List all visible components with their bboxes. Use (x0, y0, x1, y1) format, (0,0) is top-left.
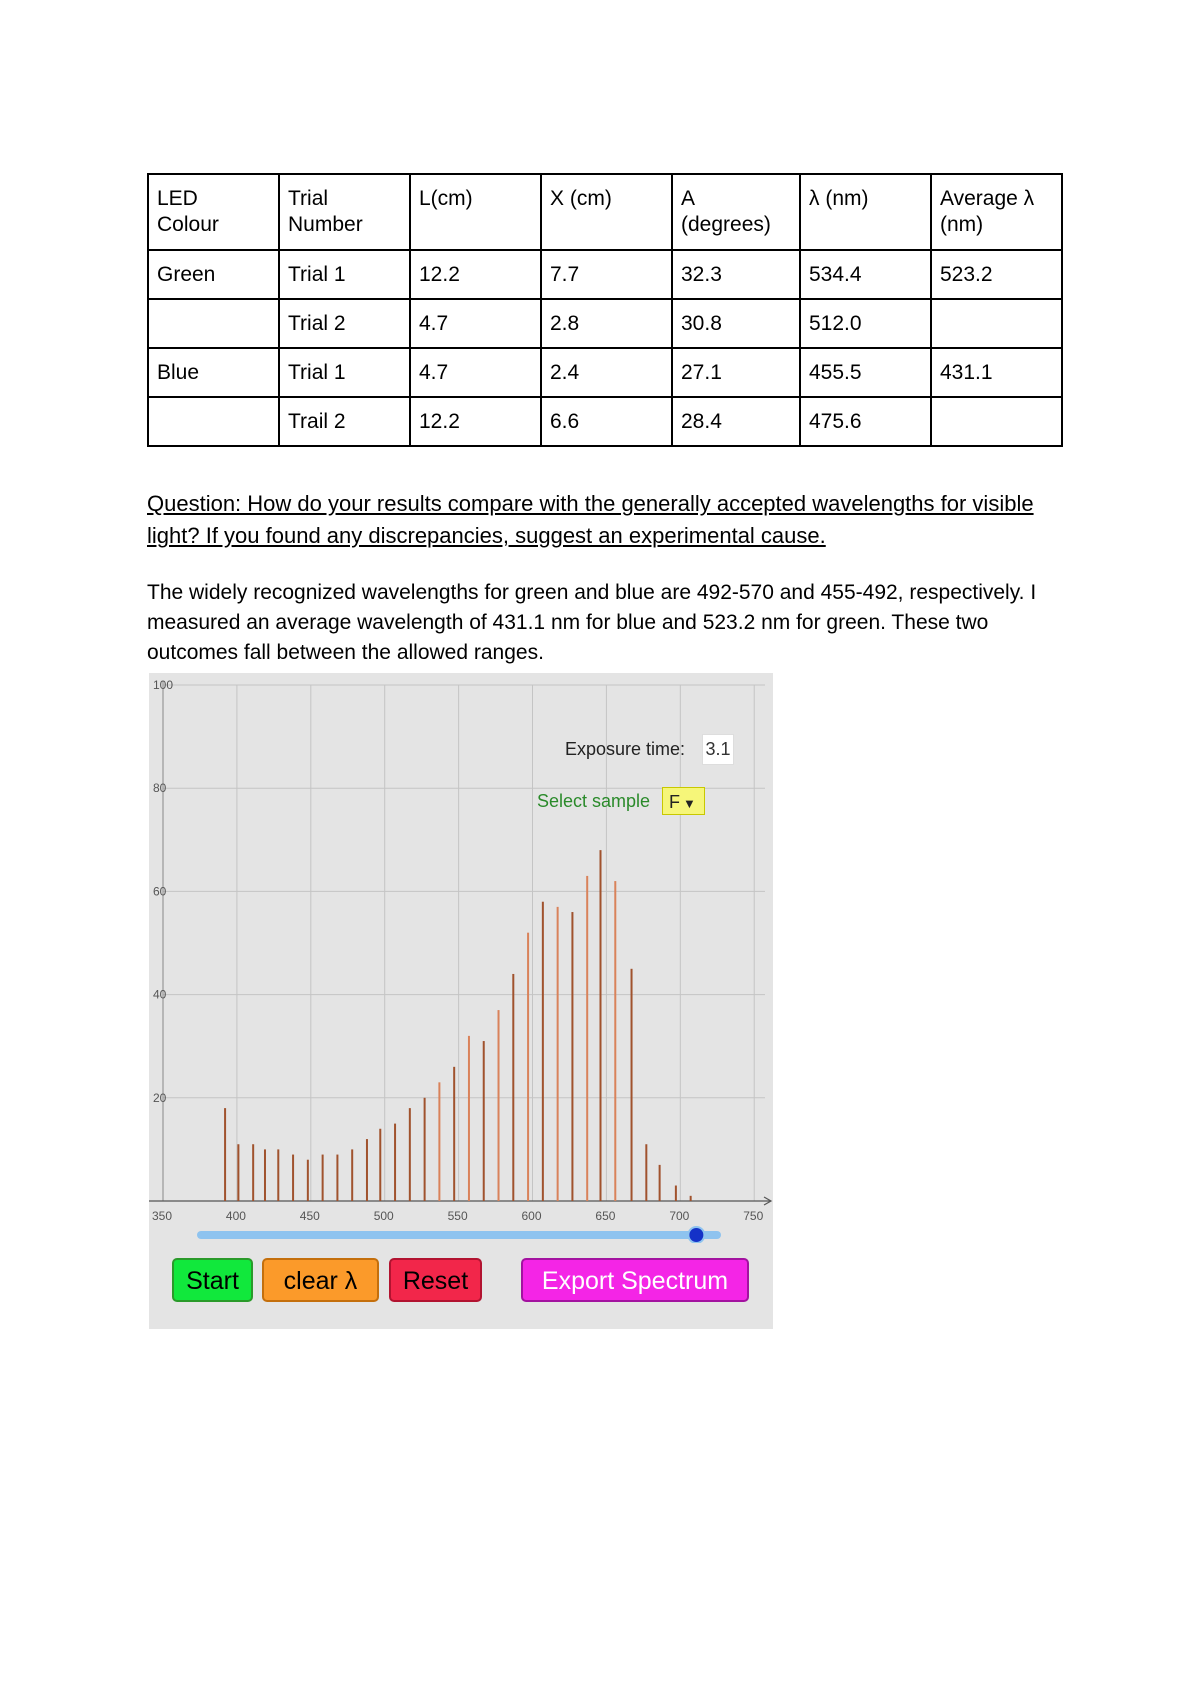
table-cell (148, 299, 279, 348)
table-cell: 12.2 (410, 250, 541, 299)
spectrum-bar (631, 969, 633, 1201)
spectrum-bar (571, 912, 573, 1201)
table-cell: 534.4 (800, 250, 931, 299)
spectrum-bar (468, 1036, 470, 1201)
table-cell: 512.0 (800, 299, 931, 348)
spectrum-bar (424, 1098, 426, 1201)
spectrum-bar (351, 1149, 353, 1201)
spectrum-bar (336, 1155, 338, 1201)
table-row (148, 348, 1062, 397)
x-tick-label: 700 (669, 1209, 690, 1223)
spectrum-bar (438, 1082, 440, 1201)
table-cell: Blue (148, 348, 279, 397)
spectrum-bar (224, 1108, 226, 1201)
dropdown-arrow-icon: ▼ (683, 796, 696, 811)
results-table (147, 173, 1063, 447)
y-tick-label: 20 (153, 1090, 167, 1105)
table-cell: 12.2 (410, 397, 541, 446)
answer-text: The widely recognized wavelengths for green and blue are 492-570 and 455-492, respectively. I measured an average wavelength of 431.1 nm for blue and 523.2 nm for green. These two outcomes fall between the allowed ranges. (147, 581, 1037, 664)
header-wavelength: λ (nm) (800, 174, 931, 250)
table-cell: Green (148, 250, 279, 299)
header-angle: A (degrees) (672, 174, 800, 250)
table-cell: 32.3 (672, 250, 800, 299)
table-row (148, 250, 1062, 299)
table-cell: 455.5 (800, 348, 931, 397)
table-cell: Trail 2 (279, 397, 410, 446)
spectrum-bar (659, 1165, 661, 1201)
spectrum-bar (322, 1155, 324, 1201)
spectrum-bar (483, 1041, 485, 1201)
table-cell (931, 397, 1062, 446)
export-spectrum-button[interactable]: Export Spectrum (521, 1258, 749, 1302)
spectrum-bar (675, 1186, 677, 1201)
table-cell (148, 397, 279, 446)
spectrum-bar (366, 1139, 368, 1201)
y-tick-label: 60 (153, 884, 167, 899)
spectrum-bar (690, 1196, 692, 1201)
table-cell: 4.7 (410, 299, 541, 348)
spectrum-bar (394, 1124, 396, 1201)
table-cell: 28.4 (672, 397, 800, 446)
spectrum-bar (292, 1155, 294, 1201)
x-tick-label: 650 (595, 1209, 616, 1223)
reset-button[interactable]: Reset (389, 1258, 482, 1302)
exposure-time-input[interactable]: 3.1 (702, 734, 734, 765)
table-cell: 7.7 (541, 250, 672, 299)
x-tick-label: 350 (152, 1209, 173, 1223)
table-cell: Trial 2 (279, 299, 410, 348)
table-cell: 27.1 (672, 348, 800, 397)
header-average-wavelength: Average λ (nm) (931, 174, 1062, 250)
y-tick-label: 80 (153, 781, 167, 796)
clear-lambda-button[interactable]: clear λ (262, 1258, 379, 1302)
spectrum-bar (409, 1108, 411, 1201)
spectrum-bar (498, 1010, 500, 1201)
x-tick-label: 400 (225, 1209, 246, 1223)
x-tick-label: 550 (447, 1209, 468, 1223)
y-tick-label: 100 (153, 678, 174, 692)
sample-select[interactable] (662, 787, 705, 815)
table-row (148, 397, 1062, 446)
table-cell: 431.1 (931, 348, 1062, 397)
table-cell: 4.7 (410, 348, 541, 397)
sample-select-value: F (669, 792, 680, 812)
y-tick-label: 40 (153, 987, 167, 1002)
spectrum-bar (307, 1160, 309, 1201)
spectrum-bar (586, 876, 588, 1201)
header-trial-number: Trial Number (279, 174, 410, 250)
spectrum-bar (614, 881, 616, 1201)
x-tick-label: 600 (521, 1209, 542, 1223)
start-button[interactable]: Start (172, 1258, 253, 1302)
table-cell: 475.6 (800, 397, 931, 446)
table-cell: 6.6 (541, 397, 672, 446)
exposure-time-label: Exposure time: (565, 739, 686, 759)
spectrum-bar (600, 850, 602, 1201)
table-cell: 2.8 (541, 299, 672, 348)
spectrum-bar (379, 1129, 381, 1201)
table-cell: 30.8 (672, 299, 800, 348)
spectrum-simulation (149, 673, 773, 1329)
x-tick-label: 500 (373, 1209, 394, 1223)
table-cell: 523.2 (931, 250, 1062, 299)
x-tick-label: 450 (299, 1209, 320, 1223)
table-cell: Trial 1 (279, 250, 410, 299)
spectrum-bar (453, 1067, 455, 1201)
table-row (148, 299, 1062, 348)
table-cell (931, 299, 1062, 348)
spectrum-bar (645, 1144, 647, 1201)
question-text: Question: How do your results compare with the generally accepted wavelengths for visible light? If you found any discrepancies, suggest an experimental cause. (147, 491, 1034, 548)
table-header-row (148, 174, 1062, 250)
spectrum-bar (512, 974, 514, 1201)
spectrum-bar (252, 1144, 254, 1201)
table-cell: 2.4 (541, 348, 672, 397)
x-tick-label: 750 (743, 1209, 764, 1223)
header-led-colour: LED Colour (148, 174, 279, 250)
spectrum-bar (542, 902, 544, 1201)
spectrum-bar (277, 1149, 279, 1201)
header-l-cm: L(cm) (410, 174, 541, 250)
spectrum-bar (527, 933, 529, 1201)
spectrum-bar (264, 1149, 266, 1201)
select-sample-label: Select sample (537, 791, 651, 811)
slider-handle[interactable] (688, 1227, 704, 1243)
table-cell: Trial 1 (279, 348, 410, 397)
spectrum-bar (557, 907, 559, 1201)
header-x-cm: X (cm) (541, 174, 672, 250)
spectrum-bar (237, 1144, 239, 1201)
